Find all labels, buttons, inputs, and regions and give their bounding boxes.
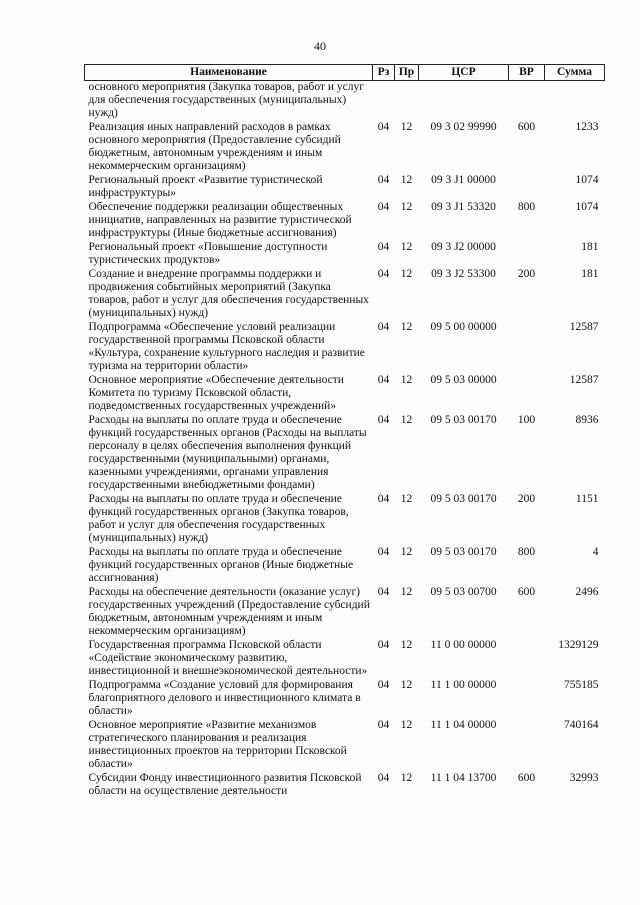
cell-rz bbox=[373, 81, 395, 122]
cell-sum: 1233 bbox=[575, 121, 599, 133]
table-row bbox=[85, 201, 605, 241]
table-header-row bbox=[85, 65, 605, 81]
cell-csr: 09 5 03 00170 bbox=[430, 414, 497, 426]
cell-vr bbox=[509, 374, 545, 414]
cell-sum bbox=[545, 81, 605, 122]
budget-table-wrapper bbox=[84, 64, 604, 799]
cell-pr: 12 bbox=[400, 241, 413, 253]
cell-rz: 04 bbox=[377, 321, 390, 333]
table-row bbox=[85, 321, 605, 374]
cell-name: Региональный проект «Повышение доступности туристических продуктов» bbox=[88, 241, 328, 266]
cell-pr: 12 bbox=[400, 321, 413, 333]
cell-sum: 12587 bbox=[569, 321, 599, 333]
header-csr: ЦСР bbox=[419, 65, 509, 81]
cell-sum: 1074 bbox=[575, 201, 599, 213]
cell-vr: 800 bbox=[517, 546, 536, 558]
cell-name: Обеспечение поддержки реализации общественных инициатив, направленных на развитие туристической инфраструктуры (Иные бюджетные ассигнования) bbox=[88, 201, 352, 239]
cell-rz: 04 bbox=[377, 121, 390, 133]
cell-vr: 800 bbox=[517, 201, 536, 213]
cell-csr: 09 5 00 00000 bbox=[430, 321, 497, 333]
cell-rz: 04 bbox=[377, 493, 390, 505]
cell-pr: 12 bbox=[400, 719, 413, 731]
table-row bbox=[85, 374, 605, 414]
cell-csr: 09 5 03 00170 bbox=[430, 546, 497, 558]
cell-csr: 09 3 J1 53320 bbox=[431, 201, 496, 213]
cell-name: Региональный проект «Развитие туристической инфраструктуры» bbox=[88, 174, 323, 199]
cell-vr: 600 bbox=[517, 772, 536, 784]
cell-pr: 12 bbox=[400, 174, 413, 186]
cell-rz: 04 bbox=[377, 546, 390, 558]
cell-vr: 600 bbox=[517, 121, 536, 133]
table-row bbox=[85, 493, 605, 546]
cell-pr: 12 bbox=[400, 772, 413, 784]
cell-rz: 04 bbox=[377, 679, 390, 691]
cell-pr: 12 bbox=[400, 414, 413, 426]
cell-pr bbox=[395, 81, 419, 122]
cell-name: Расходы на обеспечение деятельности (оказание услуг) государственных учреждений (Предоставление субсидий бюджетным, автономным учреждениям и иным некоммерческим организациям) bbox=[88, 586, 370, 637]
cell-rz: 04 bbox=[377, 414, 390, 426]
cell-sum: 755185 bbox=[564, 679, 599, 691]
table-row bbox=[85, 679, 605, 719]
cell-vr bbox=[509, 81, 545, 122]
cell-rz: 04 bbox=[377, 174, 390, 186]
cell-rz: 04 bbox=[377, 586, 390, 598]
table-row bbox=[85, 174, 605, 201]
cell-csr: 09 5 03 00000 bbox=[430, 374, 497, 386]
cell-csr: 11 1 04 13700 bbox=[430, 772, 497, 784]
cell-name: Расходы на выплаты по оплате труда и обеспечение функций государственных органов (Расходы на выплаты персоналу в целях обеспечения выполнения функций государственными (муниципальными) органами, казенными учреждениями, органами управления государственными внебюджетными фондами) bbox=[88, 414, 367, 491]
cell-csr bbox=[419, 81, 509, 122]
header-pr: Пр bbox=[395, 65, 419, 81]
table-row bbox=[85, 546, 605, 586]
cell-csr: 09 3 J2 53300 bbox=[431, 268, 496, 280]
header-sum: Сумма bbox=[545, 65, 605, 81]
table-row bbox=[85, 586, 605, 639]
cell-name: Создание и внедрение программы поддержки и продвижения событийных мероприятий (Закупка товаров, работ и услуг для обеспечения государственных (муниципальных) нужд) bbox=[88, 268, 369, 319]
table-row bbox=[85, 241, 605, 268]
table-row bbox=[85, 719, 605, 772]
cell-sum: 1329129 bbox=[558, 639, 599, 651]
table-row bbox=[85, 772, 605, 799]
header-rz: Рз bbox=[373, 65, 395, 81]
cell-pr: 12 bbox=[400, 268, 413, 280]
cell-pr: 12 bbox=[400, 374, 413, 386]
table-row bbox=[85, 639, 605, 679]
cell-name: Реализация иных направлений расходов в рамках основного мероприятия (Предоставление субсидий бюджетным, автономным учреждениям и иным некоммерческим организациям) bbox=[88, 121, 341, 172]
cell-sum: 4 bbox=[592, 546, 599, 558]
cell-sum: 32993 bbox=[569, 772, 599, 784]
header-vr: ВР bbox=[509, 65, 545, 81]
cell-csr: 11 0 00 00000 bbox=[430, 639, 497, 651]
cell-name: Государственная программа Псковской области «Содействие экономическому развитию, инвестиционной и внешнеэкономической деятельности» bbox=[88, 639, 368, 677]
cell-vr: 200 bbox=[517, 268, 536, 280]
cell-sum: 12587 bbox=[569, 374, 599, 386]
cell-rz: 04 bbox=[377, 241, 390, 253]
table-row bbox=[85, 414, 605, 493]
cell-csr: 09 3 02 99990 bbox=[430, 121, 497, 133]
cell-vr bbox=[509, 241, 545, 268]
cell-vr: 100 bbox=[517, 414, 536, 426]
cell-pr: 12 bbox=[400, 639, 413, 651]
cell-rz: 04 bbox=[377, 201, 390, 213]
cell-name: Субсидии Фонду инвестиционного развития Псковской области на осуществление деятельности bbox=[88, 772, 362, 797]
cell-vr bbox=[509, 174, 545, 201]
header-name: Наименование bbox=[85, 65, 373, 81]
cell-name: Подпрограмма «Создание условий для формирования благоприятного делового и инвестиционного климата в области» bbox=[88, 679, 361, 717]
cell-rz: 04 bbox=[377, 719, 390, 731]
cell-csr: 09 5 03 00170 bbox=[430, 493, 497, 505]
cell-name: Подпрограмма «Обеспечение условий реализации государственной программы Псковской области «Культура, сохранение культурного наследия и развитие туризма на территории области» bbox=[88, 321, 365, 372]
cell-csr: 11 1 00 00000 bbox=[430, 679, 497, 691]
table-row bbox=[85, 81, 605, 122]
cell-vr bbox=[509, 719, 545, 772]
cell-csr: 11 1 04 00000 bbox=[430, 719, 497, 731]
cell-vr bbox=[509, 639, 545, 679]
cell-sum: 1074 bbox=[575, 174, 599, 186]
cell-name: Основное мероприятие «Обеспечение деятельности Комитета по туризму Псковской области, подведомственных государственных учреждений» bbox=[88, 374, 344, 412]
cell-rz: 04 bbox=[377, 772, 390, 784]
cell-pr: 12 bbox=[400, 201, 413, 213]
table-row bbox=[85, 121, 605, 174]
cell-vr bbox=[509, 321, 545, 374]
cell-pr: 12 bbox=[400, 586, 413, 598]
cell-name: Расходы на выплаты по оплате труда и обеспечение функций государственных органов (Иные бюджетные ассигнования) bbox=[88, 546, 354, 584]
cell-name: основного мероприятия (Закупка товаров, работ и услуг для обеспечения государственных (муниципальных) нужд) bbox=[88, 81, 364, 119]
cell-rz: 04 bbox=[377, 374, 390, 386]
cell-pr: 12 bbox=[400, 679, 413, 691]
page-number: 40 bbox=[314, 39, 326, 53]
budget-table bbox=[84, 64, 605, 799]
cell-csr: 09 5 03 00700 bbox=[430, 586, 497, 598]
cell-rz: 04 bbox=[377, 639, 390, 651]
cell-vr: 200 bbox=[517, 493, 536, 505]
cell-pr: 12 bbox=[400, 493, 413, 505]
cell-sum: 181 bbox=[581, 268, 599, 280]
cell-name: Расходы на выплаты по оплате труда и обеспечение функций государственных органов (Закупка товаров, работ и услуг для обеспечения государственных (муниципальных) нужд) bbox=[88, 493, 349, 544]
cell-csr: 09 3 J1 00000 bbox=[431, 174, 496, 186]
cell-name: Основное мероприятие «Развитие механизмов стратегического планирования и реализация инвестиционных проектов на территории Псковской области» bbox=[88, 719, 347, 770]
cell-pr: 12 bbox=[400, 546, 413, 558]
cell-vr bbox=[509, 679, 545, 719]
cell-sum: 740164 bbox=[564, 719, 599, 731]
cell-vr: 600 bbox=[517, 586, 536, 598]
cell-pr: 12 bbox=[400, 121, 413, 133]
table-row bbox=[85, 268, 605, 321]
cell-sum: 1151 bbox=[575, 493, 599, 505]
cell-rz: 04 bbox=[377, 268, 390, 280]
cell-sum: 181 bbox=[581, 241, 599, 253]
cell-sum: 2496 bbox=[575, 586, 599, 598]
cell-sum: 8936 bbox=[575, 414, 599, 426]
cell-csr: 09 3 J2 00000 bbox=[431, 241, 496, 253]
